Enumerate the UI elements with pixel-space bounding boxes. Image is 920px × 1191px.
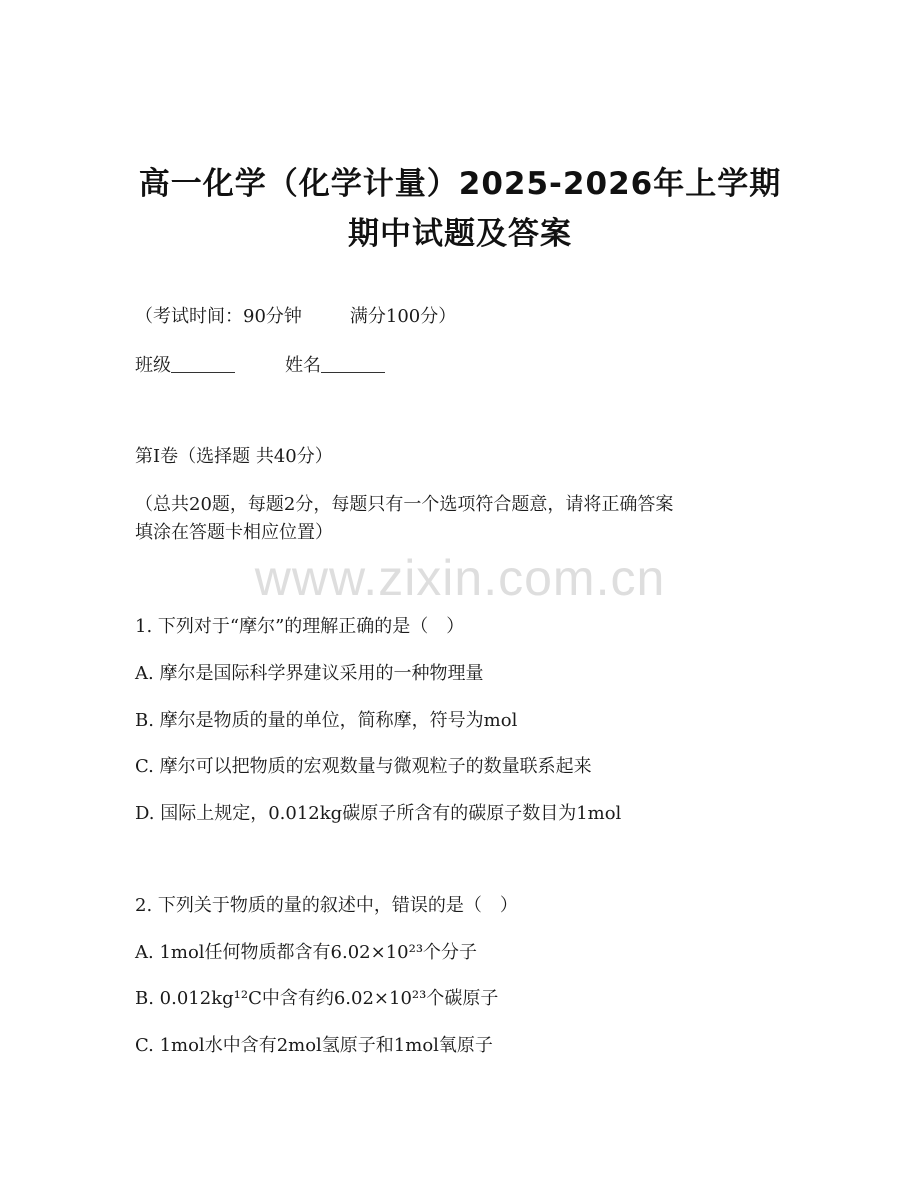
question-1-option-c: C. 摩尔可以把物质的宏观数量与微观粒子的数量联系起来: [135, 756, 592, 777]
question-2-option-b: B. 0.012kg¹²C中含有约6.02×10²³个碳原子: [135, 988, 499, 1009]
section-heading: 第Ⅰ卷（选择题 共40分）: [135, 446, 333, 467]
question-1-stem: 1. 下列对于“摩尔”的理解正确的是（ ）: [135, 616, 465, 637]
section-instruction-line-1: （总共20题，每题2分，每题只有一个选项符合题意，请将正确答案: [135, 494, 674, 515]
student-info: [135, 351, 385, 377]
section-instruction-line-2: 填涂在答题卡相应位置）: [135, 522, 333, 543]
document-title-line-2: 期中试题及答案: [348, 216, 572, 252]
name-label: 姓名: [285, 355, 321, 376]
watermark: www.zixin.com.cn: [254, 550, 666, 606]
question-1-option-d: D. 国际上规定，0.012kg碳原子所含有的碳原子数目为1mol: [135, 803, 622, 824]
exam-full-score: 满分100分）: [349, 306, 457, 327]
question-1-option-b: B. 摩尔是物质的量的单位，简称摩，符号为mol: [135, 710, 518, 731]
class-label: 班级: [135, 355, 171, 376]
question-1-option-a: A. 摩尔是国际科学界建议采用的一种物理量: [135, 663, 484, 684]
name-blank[interactable]: [321, 354, 385, 373]
document-title-line-1: 高一化学（化学计量）2025-2026年上学期: [138, 166, 782, 202]
question-2-option-c: C. 1mol水中含有2mol氢原子和1mol氧原子: [135, 1035, 493, 1056]
question-2-stem: 2. 下列关于物质的量的叙述中，错误的是（ ）: [135, 895, 518, 916]
class-blank[interactable]: [171, 354, 235, 373]
exam-info: [135, 302, 456, 328]
question-2-option-a: A. 1mol任何物质都含有6.02×10²³个分子: [135, 942, 478, 963]
exam-time: （考试时间：90分钟: [135, 306, 302, 327]
